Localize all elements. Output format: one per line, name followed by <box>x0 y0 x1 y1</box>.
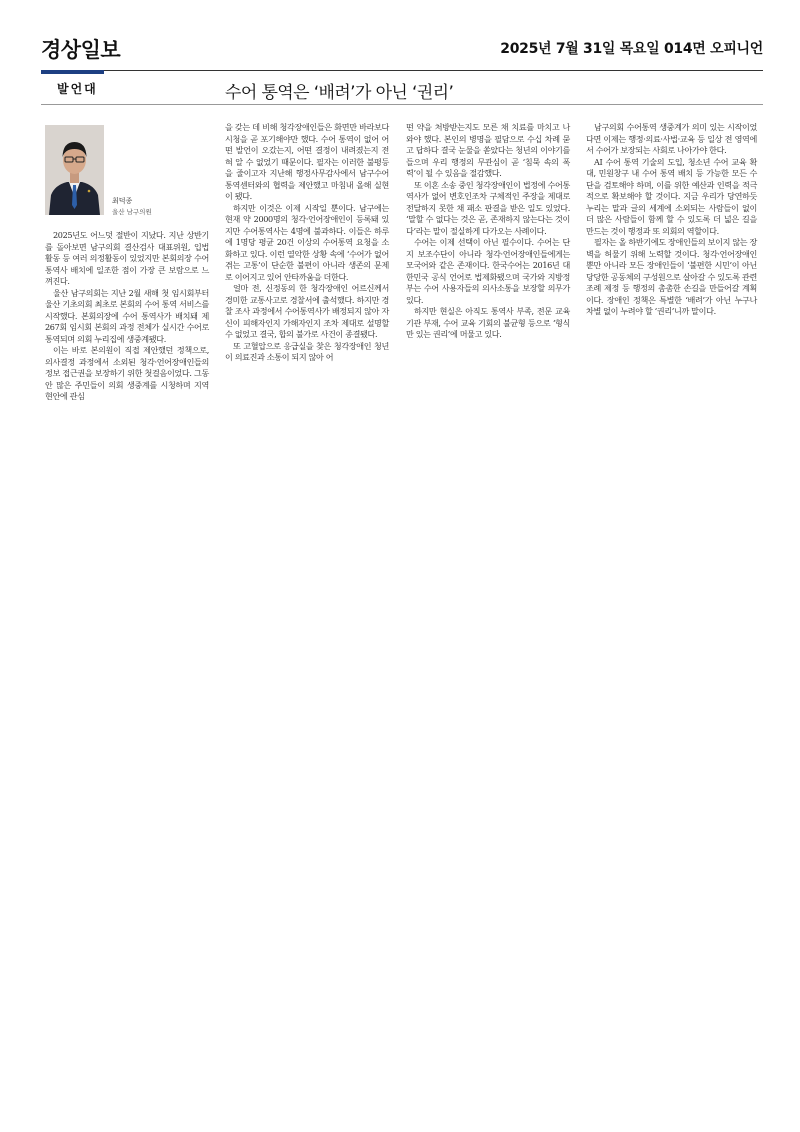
paragraph: 남구의회 수어통역 생중계가 의미 있는 시작이었다면 이제는 행정·의료·사법·교육 등 일상 전 영역에서 수어가 보장되는 사회로 나아가야 한다. <box>586 122 757 155</box>
author-name: 최덕종 <box>112 197 133 205</box>
paragraph: 을 갖는 데 비해 청각장애인들은 화면만 바라보다 시청을 곧 포기해야만 했다. 수어 통역이 없어 어떤 발언이 오갔는지, 어떤 결정이 내려졌는지 전혀 알 수 없었기 때문이다. 필자는 이러한 불평등을 줄이고자 지난해 행정사무감사에서 남구수어통역센터와의 협력을 제안했고 마침내 올해 실현이 됐다. <box>225 122 389 201</box>
section-accent-bar <box>41 70 104 74</box>
paragraph: 또 이혼 소송 중인 청각장애인이 법정에 수어통역사가 없어 변호인조차 구체적인 주장을 제대로 전달하지 못한 채 패소 판결을 받은 일도 있었다. ‘말할 수 없다는 것은 곧, 존재하지 않는다는 것이다’라는 말이 절실하게 다가오는 사례이다. <box>406 179 570 236</box>
section-rule <box>41 104 763 105</box>
paragraph: 떤 약을 처방받는지도 모른 채 치료를 마치고 나와야 했다. 본인의 병명을 필담으로 수십 차례 묻고 답하다 결국 눈물을 쏟았다는 청년의 이야기를 들으며 우리 행정의 무관심이 곧 ‘침묵 속의 폭력’이 될 수 있음을 절감했다. <box>406 122 570 178</box>
paragraph: 하지만 현실은 아직도 통역사 부족, 전문 교육기관 부재, 수어 교육 기회의 불균형 등으로 ‘형식만 있는 권리’에 머물고 있다. <box>406 306 570 339</box>
issue-dateline: 2025년 7월 31일 목요일 014면 오피니언 <box>500 41 763 57</box>
top-rule <box>41 70 763 71</box>
paragraph: 하지만 이것은 이제 시작일 뿐이다. 남구에는 현재 약 2000명의 청각·언어장애인이 등록돼 있지만 수어통역사는 4명에 불과하다. 이들은 하루에 1명당 평균 20건 이상의 수어통역 요청을 소화하고 있다. 이런 열악한 상황 속에 ‘수어가 없어 겪는 고통’이 단순한 불편이 아니라 생존의 문제로 이어지고 있어 안타까움을 더한다. <box>225 202 389 282</box>
article-column-3 <box>406 122 570 341</box>
newspaper-masthead: 경상일보 <box>41 38 121 62</box>
article-headline: 수어 통역은 ‘배려’가 아닌 ‘권리’ <box>225 83 454 103</box>
article-column-4 <box>586 122 757 318</box>
section-label: 발언대 <box>57 82 98 96</box>
article-column-1 <box>45 230 209 403</box>
paragraph: 울산 남구의회는 지난 2월 새해 첫 임시회부터 울산 기초의회 최초로 본회의 수어 통역 서비스를 시작했다. 본회의장에 수어 통역사가 배치돼 제267회 임시회 본회의 과정 전체가 실시간 수어로 통역되며 의회 누리집에 생중계됐다. <box>45 287 209 344</box>
paragraph: 수어는 이제 선택이 아닌 필수이다. 수어는 단지 보조수단이 아니라 청각·언어장애인들에게는 모국어와 같은 존재이다. 한국수어는 2016년 대한민국 공식 언어로 법제화됐으며 국가와 지방정부는 수어 사용자들의 의사소통을 보장할 의무가 있다. <box>406 237 570 305</box>
author-affiliation: 울산 남구의원 <box>112 208 152 216</box>
paragraph: AI 수어 통역 기술의 도입, 청소년 수어 교육 확대, 민원창구 내 수어 통역 배치 등 가능한 모든 수단을 검토해야 하며, 이를 위한 예산과 인력을 적극적으로 확보해야 할 것이다. 지금 우리가 당연하듯 누리는 말과 글의 세계에 소외되는 사람들이 없이 더 많은 사람들이 함께 할 수 있도록 더 넓은 길을 만드는 것이 행정과 또 의회의 역할이다. <box>586 156 757 236</box>
author-photo <box>45 125 104 215</box>
paragraph: 이는 바로 본의원이 직접 제안했던 정책으로, 의사결정 과정에서 소외된 청각·언어장애인들의 정보 접근권을 보장하기 위한 첫걸음이었다. 그동안 많은 주민들이 의회 생중계를 시청하며 지역 현안에 관심 <box>45 345 209 401</box>
paragraph: 얼마 전, 신정동의 한 청각장애인 어르신께서 경미한 교통사고로 경찰서에 출석했다. 하지만 경찰 조사 과정에서 수어통역사가 배정되지 않아 자신이 피해자인지 가해자인지 조차 제대로 설명할 수 없었고 결국, 합의 불가로 사건이 종결됐다. <box>225 283 389 339</box>
article-column-2 <box>225 122 389 364</box>
paragraph: 2025년도 어느덧 절반이 지났다. 지난 상반기를 돌아보면 남구의회 결산검사 대표위원, 입법 활동 등 여러 의정활동이 있었지만 본회의장 수어통역사 배치에 일조한 점이 가장 큰 보람으로 느껴진다. <box>45 230 209 286</box>
paragraph: 필자는 올 하반기에도 장애인들의 보이지 않는 장벽을 허물기 위해 노력할 것이다. 청각·언어장애인뿐만 아니라 모든 장애인들이 ‘불편한 시민’이 아닌 당당한 공동체의 구성원으로 살아갈 수 있도록 관련 조례 제정 등 행정의 촘촘한 손길을 만들어갈 계획이다. 장애인 정책은 특별한 ‘배려’가 아닌 누구나 차별 없이 누려야 할 ‘권리’니까 말이다. <box>586 237 757 316</box>
paragraph: 또 고혈압으로 응급실을 찾은 청각장애인 청년이 의료진과 소통이 되지 않아 어 <box>225 340 389 362</box>
